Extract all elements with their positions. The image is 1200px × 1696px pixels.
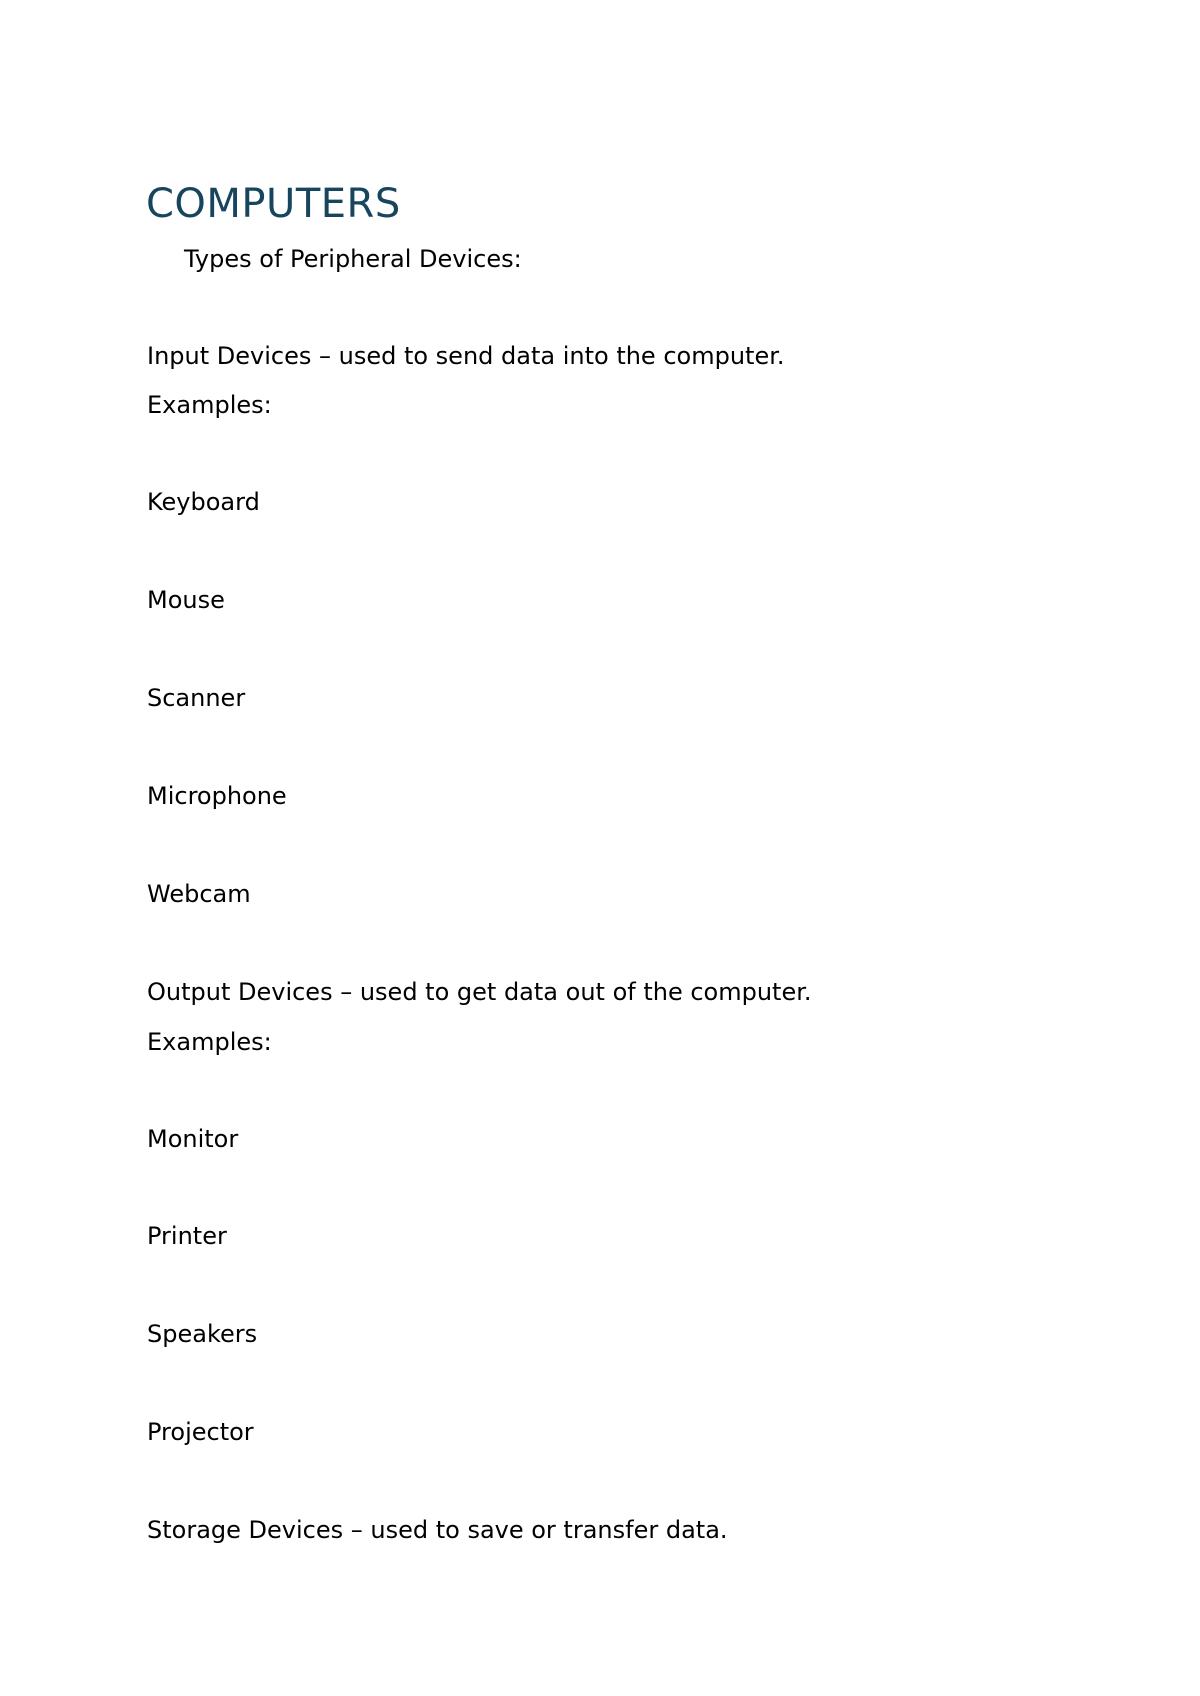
- output-examples-label: Examples:: [147, 1028, 272, 1056]
- document-subtitle: Types of Peripheral Devices:: [184, 245, 522, 273]
- list-item: Scanner: [147, 684, 246, 712]
- input-examples-label: Examples:: [147, 391, 272, 419]
- list-item: Printer: [147, 1222, 227, 1250]
- list-item: Speakers: [147, 1320, 258, 1348]
- input-devices-heading: Input Devices – used to send data into the computer.: [147, 342, 785, 370]
- document-title: COMPUTERS: [146, 181, 401, 227]
- list-item: Microphone: [147, 782, 287, 810]
- output-devices-heading: Output Devices – used to get data out of the computer.: [147, 978, 812, 1006]
- list-item: Webcam: [147, 880, 251, 908]
- list-item: Mouse: [147, 586, 225, 614]
- list-item: Keyboard: [147, 488, 260, 516]
- list-item: Projector: [147, 1418, 254, 1446]
- storage-devices-heading: Storage Devices – used to save or transfer data.: [147, 1516, 728, 1544]
- list-item: Monitor: [147, 1125, 239, 1153]
